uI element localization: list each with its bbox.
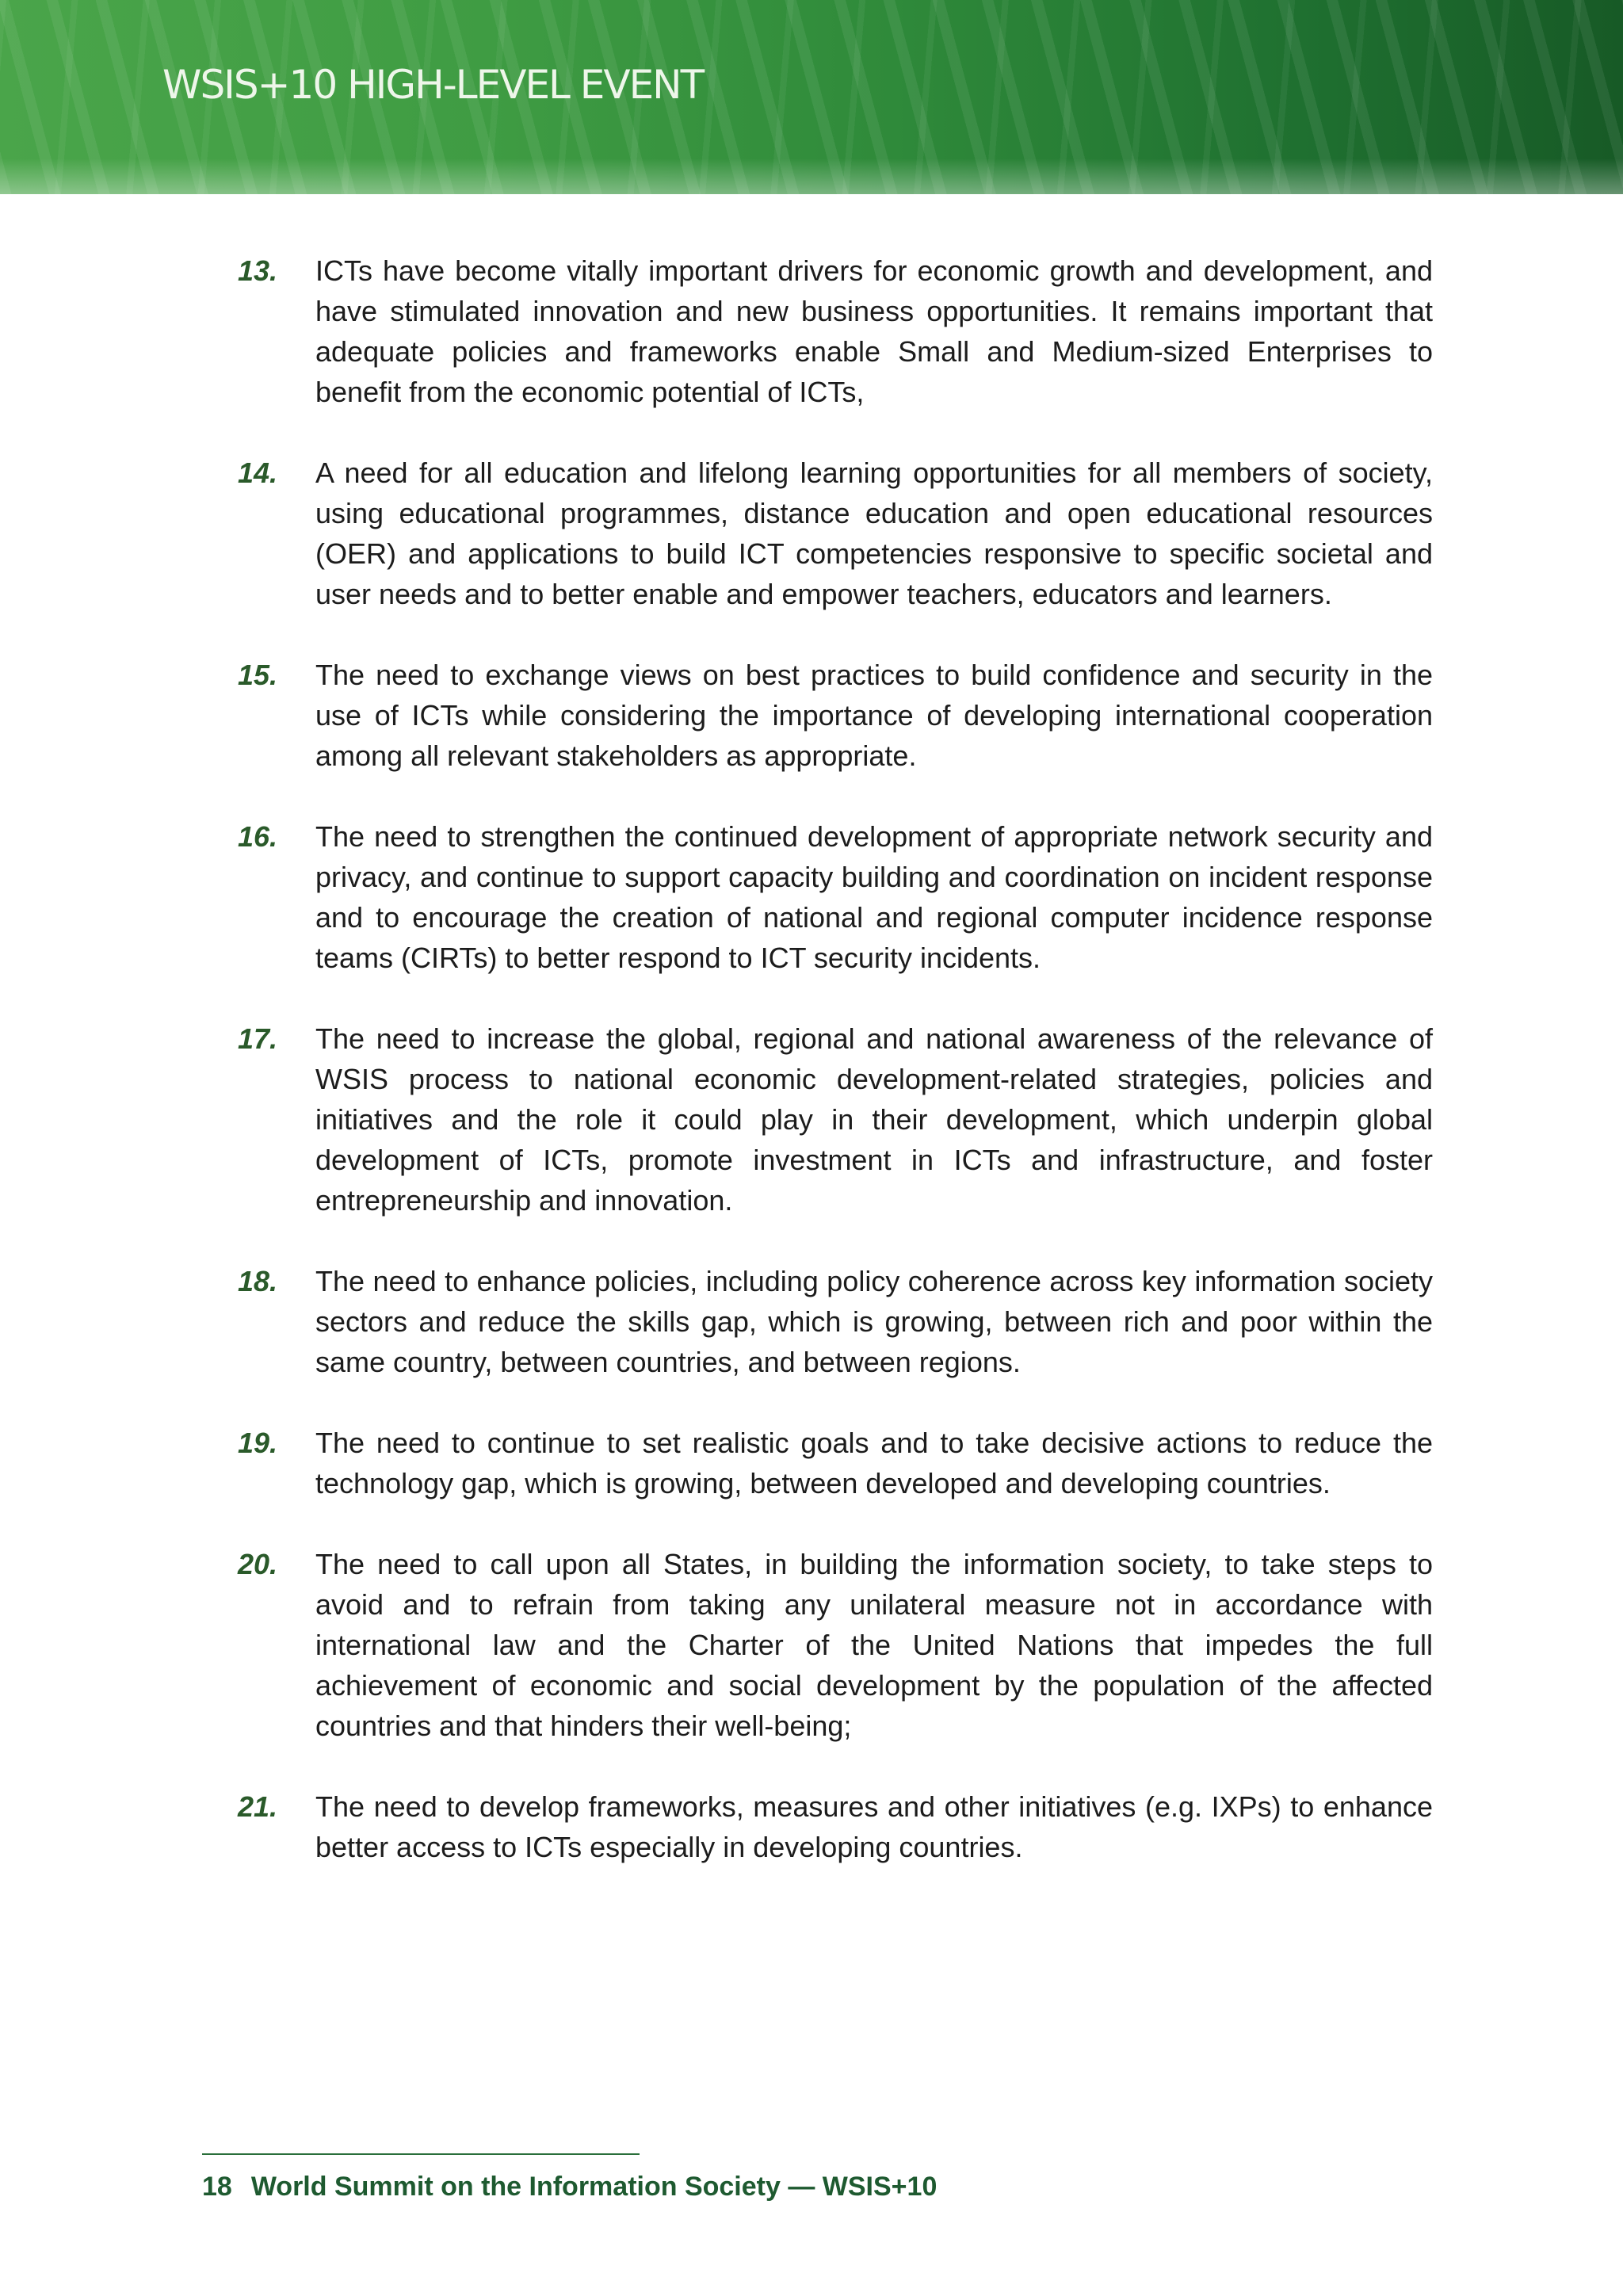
footer-divider xyxy=(202,2153,640,2155)
list-item xyxy=(238,1018,1433,1221)
item-text: The need to increase the global, regional and national awareness of the relevance of WSIS process to national economic development-related strategies, policies and initiatives and the role it could play in their development, which underpin global development of ICTs, promote investment in ICTs and infrastructure, and foster entrepreneurship and innovation. xyxy=(315,1022,1433,1217)
item-number: 15. xyxy=(238,659,278,691)
list-item xyxy=(238,655,1433,776)
list-item xyxy=(238,1544,1433,1746)
header-fade xyxy=(0,159,1623,194)
item-number: 18. xyxy=(238,1265,278,1297)
item-text: The need to strengthen the continued development of appropriate network security and privacy, and continue to support capacity building and coordination on incident response and to encourage the creation of national and regional computer incidence response teams (CIRTs) to better respond to ICT security incidents. xyxy=(315,820,1433,974)
page-header-banner xyxy=(0,0,1623,194)
item-number: 19. xyxy=(238,1427,278,1459)
list-item xyxy=(238,1423,1433,1503)
item-text: ICTs have become vitally important drivers for economic growth and development, and have stimulated innovation and new business opportunities. It remains important that adequate policies and frameworks enable Small and Medium-sized Enterprises to benefit from the economic potential of ICTs, xyxy=(315,254,1433,408)
item-number: 17. xyxy=(238,1022,278,1055)
item-number: 21. xyxy=(238,1790,278,1823)
header-title: WSIS+10 HIGH-LEVEL EVENT xyxy=(162,62,704,108)
page-footer xyxy=(202,2172,937,2202)
item-number: 13. xyxy=(238,254,278,287)
list-item xyxy=(238,453,1433,614)
item-text: The need to exchange views on best practices to build confidence and security in the use of ICTs while considering the importance of developing international cooperation among all relevant stakeholders as appropriate. xyxy=(315,659,1433,772)
item-number: 14. xyxy=(238,457,278,489)
item-text: The need to enhance policies, including policy coherence across key information society sectors and reduce the skills gap, which is growing, between rich and poor within the same country, between countries, and between regions. xyxy=(315,1265,1433,1378)
item-number: 20. xyxy=(238,1548,278,1580)
item-text: The need to continue to set realistic goals and to take decisive actions to reduce the technology gap, which is growing, between developed and developing countries. xyxy=(315,1427,1433,1499)
numbered-list xyxy=(238,250,1433,1908)
list-item xyxy=(238,1261,1433,1382)
list-item xyxy=(238,1786,1433,1867)
item-text: The need to develop frameworks, measures and other initiatives (e.g. IXPs) to enhance better access to ICTs especially in developing countries. xyxy=(315,1790,1433,1863)
footer-text: World Summit on the Information Society — WSIS+10 xyxy=(250,2172,938,2202)
item-text: A need for all education and lifelong learning opportunities for all members of society, using educational programmes, distance education and open educational resources (OER) and applications to build ICT competencies responsive to specific societal and user needs and to better enable and empower teachers, educators and learners. xyxy=(315,457,1433,610)
list-item xyxy=(238,816,1433,978)
item-number: 16. xyxy=(238,820,278,853)
list-item xyxy=(238,250,1433,412)
page-number: 18 xyxy=(202,2172,232,2202)
item-text: The need to call upon all States, in building the information society, to take steps to avoid and to refrain from taking any unilateral measure not in accordance with international law and the Charter of the United Nations that impedes the full achievement of economic and social development by the population of the affected countries and that hinders their well-being; xyxy=(315,1548,1433,1742)
